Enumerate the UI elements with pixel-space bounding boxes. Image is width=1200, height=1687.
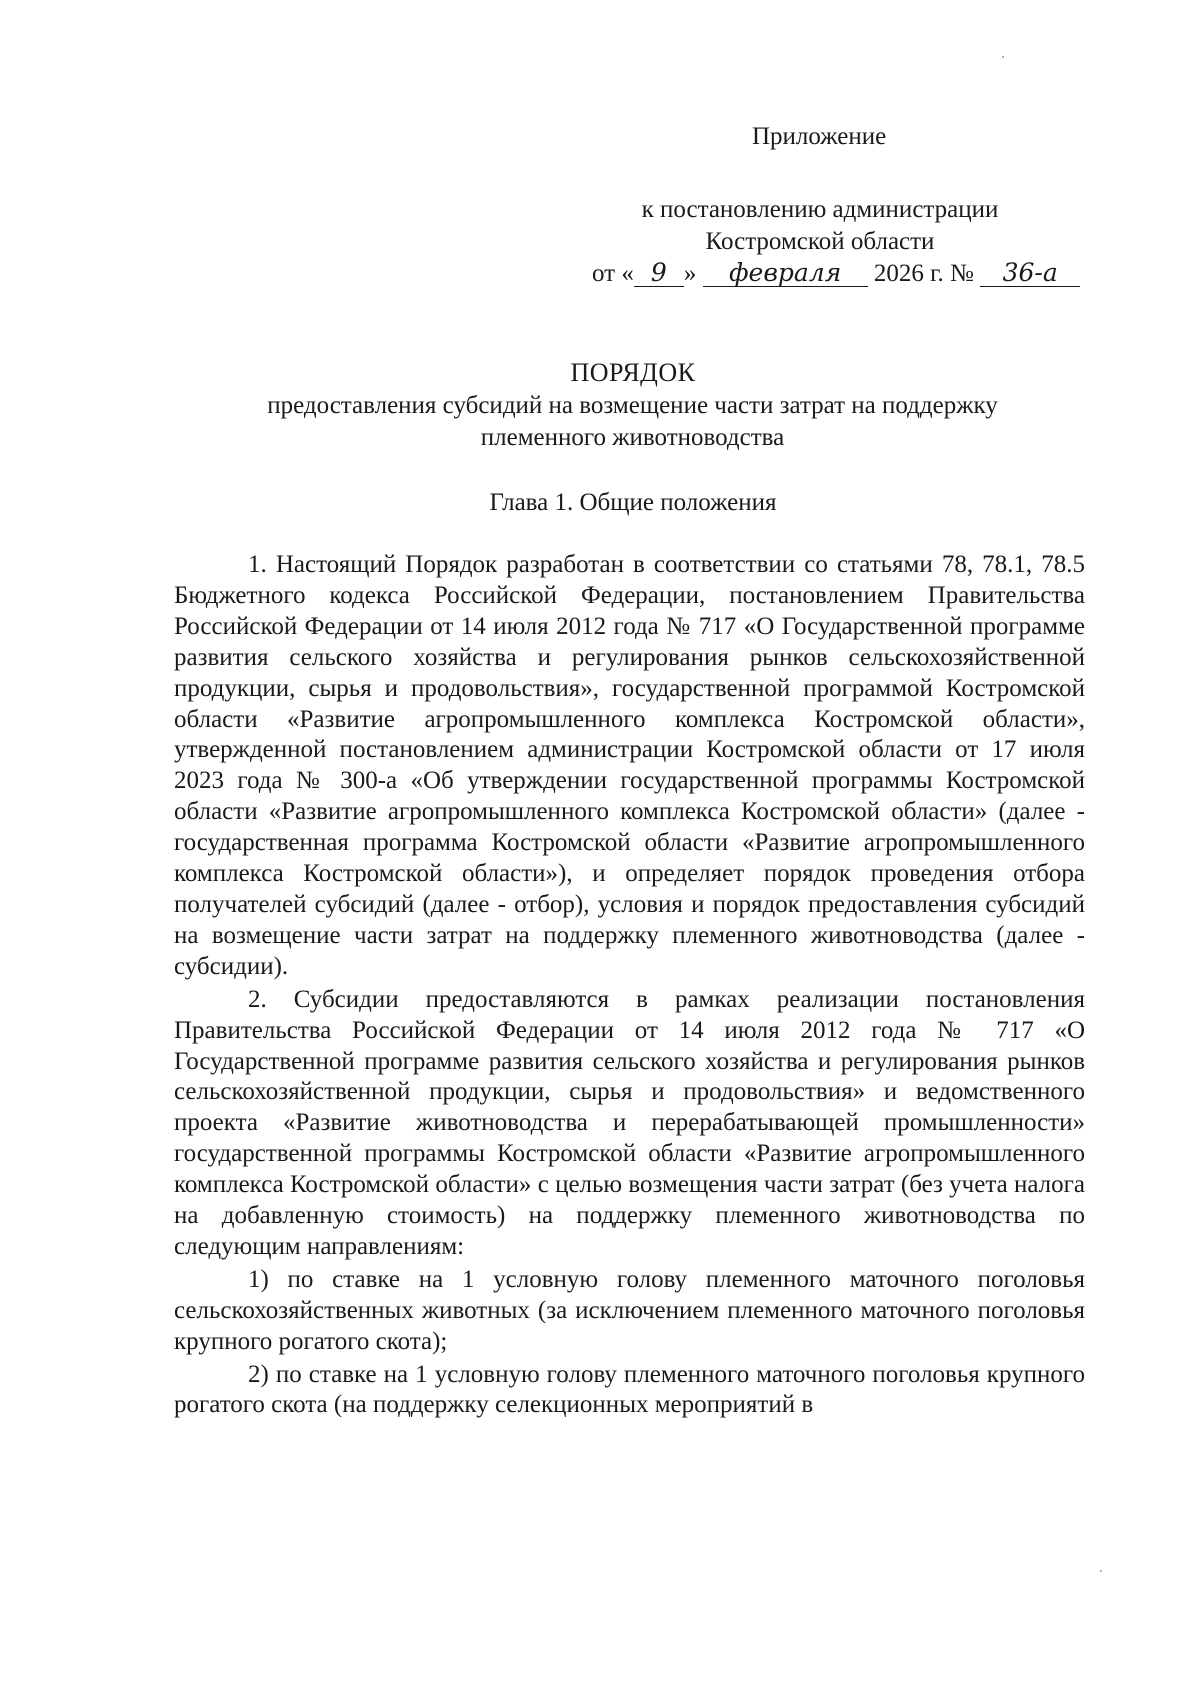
decree-line-2: Костромской области	[705, 228, 935, 255]
paragraph-2: 2. Субсидии предоставляются в рамках реализации постановления Правительства Российской Федерации от 14 июля 2012 года № 717 «О Государственной программе развития сельского хозяйства и регулирования рынков сельскохозяйственной продукции, сырья и продовольствия» и ведомственного проекта «Развитие животноводства и перерабатывающей промышленности» государственной программы Костромской области «Развитие агропромышленного комплекса Костромской области» с целью возмещения части затрат (без учета налога на добавленную стоимость) на поддержку племенного животноводства по следующим направлениям:	[174, 985, 1085, 1260]
date-mid: »	[683, 260, 697, 287]
decree-line-1: к постановлению администрации	[641, 196, 999, 223]
appendix-label: Приложение	[752, 123, 887, 150]
document-title: ПОРЯДОК	[570, 358, 696, 387]
chapter-heading: Глава 1. Общие положения	[489, 489, 777, 516]
subtitle-line-1: предоставления субсидий на возмещение части затрат на поддержку	[267, 392, 998, 419]
paragraph-2-item-1: 1) по ставке на 1 условную голову племенного маточного поголовья сельскохозяйственных животных (за исключением племенного маточного поголовья крупного рогатого скота);	[174, 1265, 1085, 1355]
decree-reference	[560, 194, 1080, 258]
date-year: 2026 г. №	[873, 260, 974, 287]
paragraph-1: 1. Настоящий Порядок разработан в соответствии со статьями 78, 78.1, 78.5 Бюджетного кодекса Российской Федерации, постановлением Правительства Российской Федерации от 14 июля 2012 года № 717 «О Государственной программе развития сельского хозяйства и регулирования рынков сельскохозяйственной продукции, сырья и продовольствия», государственной программой Костромской области «Развитие агропромышленного комплекса Костромской области», утвержденной постановлением администрации Костромской области от 17 июля 2023 года № 300-а «Об утверждении государственной программы Костромской области «Развитие агропромышленного комплекса Костромской области» (далее - государственная программа Костромской области «Развитие агропромышленного комплекса Костромской области»), и определяет порядок проведения отбора получателей субсидий (далее - отбор), условия и порядок предоставления субсидий на возмещение части затрат на поддержку племенного животноводства (далее - субсидии).	[174, 551, 1085, 980]
decree-date-line	[592, 258, 1080, 290]
document-subtitle	[190, 390, 1075, 454]
scan-speck	[1100, 1570, 1102, 1572]
paragraph-2-item-2: 2) по ставке на 1 условную голову племенного маточного поголовья крупного рогатого скота (на поддержку селекционных мероприятий в	[174, 1360, 1085, 1419]
handwritten-day: 9	[634, 260, 684, 287]
date-prefix: от «	[592, 260, 634, 287]
scan-speck	[1002, 56, 1004, 58]
handwritten-month: февраля	[703, 260, 868, 287]
document-body	[174, 550, 1085, 1423]
subtitle-line-2: племенного животноводства	[480, 424, 785, 451]
handwritten-decree-number: 36-а	[980, 260, 1080, 287]
